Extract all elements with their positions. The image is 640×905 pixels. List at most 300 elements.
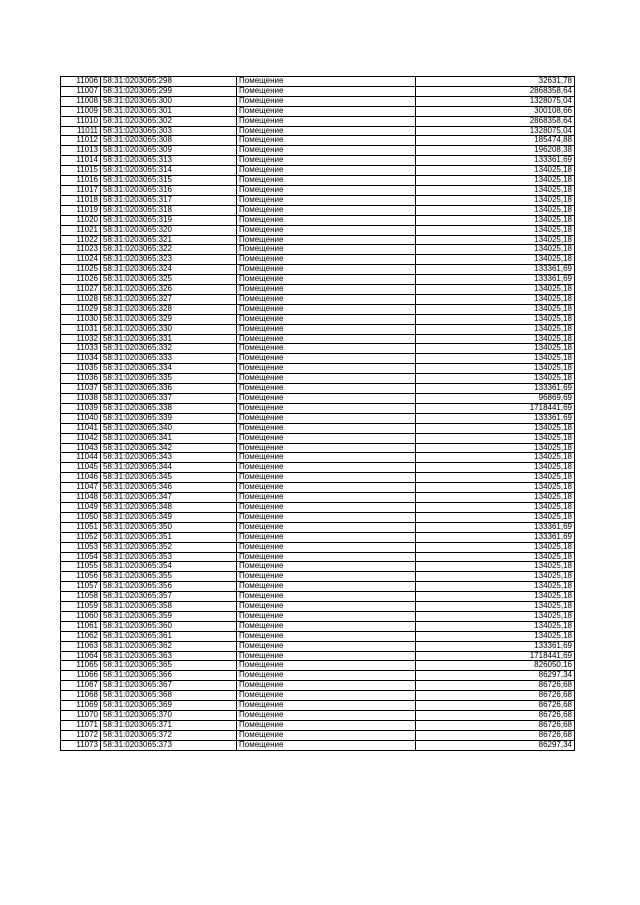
cadastral-value-cell: 134025,18 — [416, 225, 575, 235]
row-number-cell: 11012 — [61, 136, 101, 146]
cadastral-value-cell: 134025,18 — [416, 611, 575, 621]
row-number-cell: 11041 — [61, 423, 101, 433]
cadastral-value-cell: 134025,18 — [416, 205, 575, 215]
object-type-cell: Помещение — [237, 552, 416, 562]
object-type-cell: Помещение — [237, 463, 416, 473]
cadastral-value-cell: 185474,88 — [416, 136, 575, 146]
row-number-cell: 11043 — [61, 443, 101, 453]
cadastral-number-cell: 58:31:0203065:356 — [101, 582, 237, 592]
object-type-cell: Помещение — [237, 334, 416, 344]
cadastral-value-cell: 134025,18 — [416, 215, 575, 225]
cadastral-number-cell: 58:31:0203065:342 — [101, 443, 237, 453]
table-row — [61, 344, 575, 354]
cadastral-number-cell: 58:31:0203065:324 — [101, 265, 237, 275]
object-type-cell: Помещение — [237, 126, 416, 136]
row-number-cell: 11060 — [61, 611, 101, 621]
object-type-cell: Помещение — [237, 592, 416, 602]
object-type-cell: Помещение — [237, 106, 416, 116]
object-type-cell: Помещение — [237, 245, 416, 255]
row-number-cell: 11031 — [61, 324, 101, 334]
table-row — [61, 215, 575, 225]
cadastral-value-cell: 134025,18 — [416, 324, 575, 334]
object-type-cell: Помещение — [237, 294, 416, 304]
table-row — [61, 146, 575, 156]
cadastral-value-cell: 134025,18 — [416, 582, 575, 592]
table-row — [61, 691, 575, 701]
table-row — [61, 136, 575, 146]
cadastral-value-cell: 134025,18 — [416, 592, 575, 602]
row-number-cell: 11039 — [61, 403, 101, 413]
cadastral-number-cell: 58:31:0203065:363 — [101, 651, 237, 661]
cadastral-number-cell: 58:31:0203065:321 — [101, 235, 237, 245]
cadastral-number-cell: 58:31:0203065:341 — [101, 433, 237, 443]
table-row — [61, 225, 575, 235]
table-row — [61, 77, 575, 87]
row-number-cell: 11033 — [61, 344, 101, 354]
object-type-cell: Помещение — [237, 176, 416, 186]
object-type-cell: Помещение — [237, 344, 416, 354]
object-type-cell: Помещение — [237, 542, 416, 552]
row-number-cell: 11018 — [61, 195, 101, 205]
object-type-cell: Помещение — [237, 631, 416, 641]
cadastral-number-cell: 58:31:0203065:351 — [101, 532, 237, 542]
cadastral-number-cell: 58:31:0203065:301 — [101, 106, 237, 116]
table-row — [61, 473, 575, 483]
table-row — [61, 681, 575, 691]
object-type-cell: Помещение — [237, 572, 416, 582]
cadastral-value-cell: 134025,18 — [416, 572, 575, 582]
row-number-cell: 11064 — [61, 651, 101, 661]
row-number-cell: 11019 — [61, 205, 101, 215]
table-row — [61, 255, 575, 265]
row-number-cell: 11045 — [61, 463, 101, 473]
cadastral-number-cell: 58:31:0203065:334 — [101, 364, 237, 374]
row-number-cell: 11046 — [61, 473, 101, 483]
cadastral-value-table — [60, 76, 575, 751]
table-row — [61, 413, 575, 423]
table-row — [61, 334, 575, 344]
table-row — [61, 304, 575, 314]
cadastral-number-cell: 58:31:0203065:322 — [101, 245, 237, 255]
cadastral-number-cell: 58:31:0203065:368 — [101, 691, 237, 701]
row-number-cell: 11010 — [61, 116, 101, 126]
cadastral-number-cell: 58:31:0203065:339 — [101, 413, 237, 423]
cadastral-value-cell: 133361,69 — [416, 413, 575, 423]
object-type-cell: Помещение — [237, 185, 416, 195]
table-row — [61, 711, 575, 721]
object-type-cell: Помещение — [237, 265, 416, 275]
object-type-cell: Помещение — [237, 255, 416, 265]
row-number-cell: 11020 — [61, 215, 101, 225]
object-type-cell: Помещение — [237, 146, 416, 156]
table-row — [61, 265, 575, 275]
row-number-cell: 11070 — [61, 711, 101, 721]
cadastral-number-cell: 58:31:0203065:360 — [101, 621, 237, 631]
table-row — [61, 324, 575, 334]
table-row — [61, 433, 575, 443]
object-type-cell: Помещение — [237, 473, 416, 483]
table-row — [61, 116, 575, 126]
object-type-cell: Помещение — [237, 502, 416, 512]
table-row — [61, 166, 575, 176]
table-row — [61, 720, 575, 730]
row-number-cell: 11026 — [61, 275, 101, 285]
table-row — [61, 671, 575, 681]
table-row — [61, 453, 575, 463]
cadastral-value-cell: 300108,66 — [416, 106, 575, 116]
row-number-cell: 11068 — [61, 691, 101, 701]
row-number-cell: 11008 — [61, 96, 101, 106]
cadastral-number-cell: 58:31:0203065:327 — [101, 294, 237, 304]
table-row — [61, 275, 575, 285]
row-number-cell: 11059 — [61, 602, 101, 612]
cadastral-value-cell: 134025,18 — [416, 483, 575, 493]
object-type-cell: Помещение — [237, 671, 416, 681]
table-row — [61, 522, 575, 532]
table-row — [61, 384, 575, 394]
object-type-cell: Помещение — [237, 453, 416, 463]
object-type-cell: Помещение — [237, 611, 416, 621]
cadastral-number-cell: 58:31:0203065:326 — [101, 285, 237, 295]
cadastral-value-cell: 134025,18 — [416, 423, 575, 433]
row-number-cell: 11023 — [61, 245, 101, 255]
row-number-cell: 11057 — [61, 582, 101, 592]
cadastral-value-cell: 134025,18 — [416, 294, 575, 304]
object-type-cell: Помещение — [237, 730, 416, 740]
cadastral-value-cell: 133361,69 — [416, 532, 575, 542]
cadastral-value-cell: 86726,68 — [416, 720, 575, 730]
cadastral-number-cell: 58:31:0203065:309 — [101, 146, 237, 156]
row-number-cell: 11047 — [61, 483, 101, 493]
row-number-cell: 11040 — [61, 413, 101, 423]
cadastral-value-cell: 134025,18 — [416, 245, 575, 255]
object-type-cell: Помещение — [237, 443, 416, 453]
cadastral-number-cell: 58:31:0203065:320 — [101, 225, 237, 235]
object-type-cell: Помещение — [237, 314, 416, 324]
cadastral-number-cell: 58:31:0203065:367 — [101, 681, 237, 691]
row-number-cell: 11007 — [61, 86, 101, 96]
row-number-cell: 11036 — [61, 374, 101, 384]
cadastral-value-cell: 134025,18 — [416, 195, 575, 205]
object-type-cell: Помещение — [237, 621, 416, 631]
table-row — [61, 156, 575, 166]
row-number-cell: 11038 — [61, 394, 101, 404]
cadastral-number-cell: 58:31:0203065:331 — [101, 334, 237, 344]
cadastral-number-cell: 58:31:0203065:308 — [101, 136, 237, 146]
table-row — [61, 176, 575, 186]
row-number-cell: 11073 — [61, 740, 101, 750]
row-number-cell: 11062 — [61, 631, 101, 641]
row-number-cell: 11027 — [61, 285, 101, 295]
table-row — [61, 701, 575, 711]
object-type-cell: Помещение — [237, 195, 416, 205]
object-type-cell: Помещение — [237, 483, 416, 493]
cadastral-value-cell: 134025,18 — [416, 255, 575, 265]
row-number-cell: 11048 — [61, 493, 101, 503]
cadastral-number-cell: 58:31:0203065:315 — [101, 176, 237, 186]
cadastral-value-cell: 134025,18 — [416, 542, 575, 552]
table-row — [61, 572, 575, 582]
table-row — [61, 562, 575, 572]
table-row — [61, 294, 575, 304]
cadastral-value-cell: 134025,18 — [416, 493, 575, 503]
object-type-cell: Помещение — [237, 394, 416, 404]
cadastral-number-cell: 58:31:0203065:371 — [101, 720, 237, 730]
cadastral-value-cell: 86297,34 — [416, 671, 575, 681]
cadastral-number-cell: 58:31:0203065:357 — [101, 592, 237, 602]
cadastral-value-cell: 134025,18 — [416, 374, 575, 384]
cadastral-number-cell: 58:31:0203065:313 — [101, 156, 237, 166]
cadastral-value-cell: 96869,69 — [416, 394, 575, 404]
cadastral-number-cell: 58:31:0203065:347 — [101, 493, 237, 503]
cadastral-number-cell: 58:31:0203065:346 — [101, 483, 237, 493]
object-type-cell: Помещение — [237, 532, 416, 542]
cadastral-number-cell: 58:31:0203065:319 — [101, 215, 237, 225]
cadastral-value-cell: 86726,68 — [416, 730, 575, 740]
cadastral-value-cell: 134025,18 — [416, 364, 575, 374]
row-number-cell: 11042 — [61, 433, 101, 443]
cadastral-number-cell: 58:31:0203065:300 — [101, 96, 237, 106]
object-type-cell: Помещение — [237, 215, 416, 225]
row-number-cell: 11024 — [61, 255, 101, 265]
cadastral-number-cell: 58:31:0203065:372 — [101, 730, 237, 740]
row-number-cell: 11065 — [61, 661, 101, 671]
object-type-cell: Помещение — [237, 423, 416, 433]
cadastral-value-cell: 134025,18 — [416, 552, 575, 562]
cadastral-value-cell: 133361,69 — [416, 156, 575, 166]
object-type-cell: Помещение — [237, 285, 416, 295]
row-number-cell: 11044 — [61, 453, 101, 463]
cadastral-number-cell: 58:31:0203065:373 — [101, 740, 237, 750]
cadastral-number-cell: 58:31:0203065:355 — [101, 572, 237, 582]
table-row — [61, 552, 575, 562]
object-type-cell: Помещение — [237, 582, 416, 592]
row-number-cell: 11052 — [61, 532, 101, 542]
cadastral-number-cell: 58:31:0203065:323 — [101, 255, 237, 265]
cadastral-value-cell: 134025,18 — [416, 334, 575, 344]
object-type-cell: Помещение — [237, 136, 416, 146]
cadastral-value-cell: 134025,18 — [416, 443, 575, 453]
row-number-cell: 11063 — [61, 641, 101, 651]
table-row — [61, 314, 575, 324]
cadastral-number-cell: 58:31:0203065:328 — [101, 304, 237, 314]
object-type-cell: Помещение — [237, 156, 416, 166]
cadastral-value-cell: 1718441,69 — [416, 651, 575, 661]
object-type-cell: Помещение — [237, 681, 416, 691]
row-number-cell: 11021 — [61, 225, 101, 235]
cadastral-value-cell: 133361,69 — [416, 265, 575, 275]
cadastral-number-cell: 58:31:0203065:316 — [101, 185, 237, 195]
table-row — [61, 542, 575, 552]
row-number-cell: 11030 — [61, 314, 101, 324]
cadastral-number-cell: 58:31:0203065:340 — [101, 423, 237, 433]
table-row — [61, 483, 575, 493]
object-type-cell: Помещение — [237, 562, 416, 572]
table-row — [61, 394, 575, 404]
cadastral-value-cell: 134025,18 — [416, 185, 575, 195]
cadastral-number-cell: 58:31:0203065:369 — [101, 701, 237, 711]
table-row — [61, 195, 575, 205]
cadastral-number-cell: 58:31:0203065:329 — [101, 314, 237, 324]
object-type-cell: Помещение — [237, 384, 416, 394]
object-type-cell: Помещение — [237, 225, 416, 235]
cadastral-value-cell: 86726,68 — [416, 691, 575, 701]
cadastral-value-cell: 134025,18 — [416, 621, 575, 631]
cadastral-number-cell: 58:31:0203065:349 — [101, 512, 237, 522]
cadastral-value-cell: 1328075,04 — [416, 126, 575, 136]
row-number-cell: 11067 — [61, 681, 101, 691]
row-number-cell: 11056 — [61, 572, 101, 582]
table-row — [61, 463, 575, 473]
table-row — [61, 641, 575, 651]
object-type-cell: Помещение — [237, 711, 416, 721]
cadastral-value-cell: 134025,18 — [416, 473, 575, 483]
table-row — [61, 502, 575, 512]
cadastral-number-cell: 58:31:0203065:333 — [101, 354, 237, 364]
row-number-cell: 11029 — [61, 304, 101, 314]
cadastral-number-cell: 58:31:0203065:330 — [101, 324, 237, 334]
cadastral-number-cell: 58:31:0203065:325 — [101, 275, 237, 285]
row-number-cell: 11028 — [61, 294, 101, 304]
cadastral-number-cell: 58:31:0203065:317 — [101, 195, 237, 205]
cadastral-number-cell: 58:31:0203065:343 — [101, 453, 237, 463]
row-number-cell: 11009 — [61, 106, 101, 116]
row-number-cell: 11037 — [61, 384, 101, 394]
table-row — [61, 651, 575, 661]
cadastral-value-cell: 134025,18 — [416, 463, 575, 473]
cadastral-number-cell: 58:31:0203065:318 — [101, 205, 237, 215]
table-row — [61, 185, 575, 195]
object-type-cell: Помещение — [237, 324, 416, 334]
cadastral-value-cell: 2868358,64 — [416, 86, 575, 96]
cadastral-number-cell: 58:31:0203065:335 — [101, 374, 237, 384]
table-row — [61, 106, 575, 116]
cadastral-value-cell: 133361,69 — [416, 522, 575, 532]
row-number-cell: 11049 — [61, 502, 101, 512]
object-type-cell: Помещение — [237, 86, 416, 96]
cadastral-number-cell: 58:31:0203065:348 — [101, 502, 237, 512]
row-number-cell: 11032 — [61, 334, 101, 344]
table-row — [61, 602, 575, 612]
cadastral-number-cell: 58:31:0203065:359 — [101, 611, 237, 621]
table-row — [61, 285, 575, 295]
table-row — [61, 730, 575, 740]
cadastral-value-cell: 2868358,64 — [416, 116, 575, 126]
table-row — [61, 582, 575, 592]
cadastral-value-cell: 196208,38 — [416, 146, 575, 156]
table-row — [61, 443, 575, 453]
object-type-cell: Помещение — [237, 522, 416, 532]
cadastral-value-cell: 86726,68 — [416, 701, 575, 711]
cadastral-number-cell: 58:31:0203065:302 — [101, 116, 237, 126]
cadastral-number-cell: 58:31:0203065:332 — [101, 344, 237, 354]
table-row — [61, 611, 575, 621]
object-type-cell: Помещение — [237, 641, 416, 651]
cadastral-value-cell: 86726,68 — [416, 681, 575, 691]
cadastral-value-cell: 134025,18 — [416, 176, 575, 186]
table-row — [61, 592, 575, 602]
table-row — [61, 423, 575, 433]
table-body — [61, 77, 575, 751]
cadastral-number-cell: 58:31:0203065:350 — [101, 522, 237, 532]
object-type-cell: Помещение — [237, 661, 416, 671]
cadastral-value-cell: 826050,16 — [416, 661, 575, 671]
cadastral-number-cell: 58:31:0203065:338 — [101, 403, 237, 413]
object-type-cell: Помещение — [237, 512, 416, 522]
row-number-cell: 11015 — [61, 166, 101, 176]
cadastral-value-cell: 134025,18 — [416, 433, 575, 443]
cadastral-number-cell: 58:31:0203065:344 — [101, 463, 237, 473]
row-number-cell: 11014 — [61, 156, 101, 166]
cadastral-number-cell: 58:31:0203065:362 — [101, 641, 237, 651]
table-row — [61, 512, 575, 522]
cadastral-value-cell: 134025,18 — [416, 235, 575, 245]
cadastral-value-cell: 134025,18 — [416, 502, 575, 512]
row-number-cell: 11051 — [61, 522, 101, 532]
cadastral-value-cell: 134025,18 — [416, 304, 575, 314]
row-number-cell: 11006 — [61, 77, 101, 87]
cadastral-number-cell: 58:31:0203065:358 — [101, 602, 237, 612]
cadastral-value-cell: 134025,18 — [416, 344, 575, 354]
row-number-cell: 11025 — [61, 265, 101, 275]
cadastral-value-cell: 134025,18 — [416, 314, 575, 324]
object-type-cell: Помещение — [237, 701, 416, 711]
row-number-cell: 11011 — [61, 126, 101, 136]
cadastral-number-cell: 58:31:0203065:345 — [101, 473, 237, 483]
cadastral-number-cell: 58:31:0203065:354 — [101, 562, 237, 572]
object-type-cell: Помещение — [237, 433, 416, 443]
object-type-cell: Помещение — [237, 116, 416, 126]
table-row — [61, 403, 575, 413]
table-row — [61, 621, 575, 631]
cadastral-value-cell: 133361,69 — [416, 275, 575, 285]
row-number-cell: 11072 — [61, 730, 101, 740]
object-type-cell: Помещение — [237, 651, 416, 661]
cadastral-value-cell: 133361,69 — [416, 641, 575, 651]
row-number-cell: 11058 — [61, 592, 101, 602]
object-type-cell: Помещение — [237, 602, 416, 612]
row-number-cell: 11017 — [61, 185, 101, 195]
cadastral-value-cell: 134025,18 — [416, 631, 575, 641]
cadastral-number-cell: 58:31:0203065:299 — [101, 86, 237, 96]
table-row — [61, 245, 575, 255]
table-row — [61, 354, 575, 364]
table-row — [61, 493, 575, 503]
object-type-cell: Помещение — [237, 413, 416, 423]
row-number-cell: 11071 — [61, 720, 101, 730]
object-type-cell: Помещение — [237, 304, 416, 314]
cadastral-value-cell: 32631,78 — [416, 77, 575, 87]
object-type-cell: Помещение — [237, 374, 416, 384]
cadastral-value-cell: 134025,18 — [416, 562, 575, 572]
object-type-cell: Помещение — [237, 691, 416, 701]
table-row — [61, 235, 575, 245]
object-type-cell: Помещение — [237, 166, 416, 176]
table-row — [61, 96, 575, 106]
cadastral-number-cell: 58:31:0203065:361 — [101, 631, 237, 641]
cadastral-value-cell: 134025,18 — [416, 453, 575, 463]
cadastral-value-cell: 134025,18 — [416, 512, 575, 522]
row-number-cell: 11013 — [61, 146, 101, 156]
object-type-cell: Помещение — [237, 740, 416, 750]
object-type-cell: Помещение — [237, 403, 416, 413]
row-number-cell: 11022 — [61, 235, 101, 245]
table-row — [61, 205, 575, 215]
cadastral-number-cell: 58:31:0203065:298 — [101, 77, 237, 87]
object-type-cell: Помещение — [237, 493, 416, 503]
table-row — [61, 374, 575, 384]
object-type-cell: Помещение — [237, 235, 416, 245]
